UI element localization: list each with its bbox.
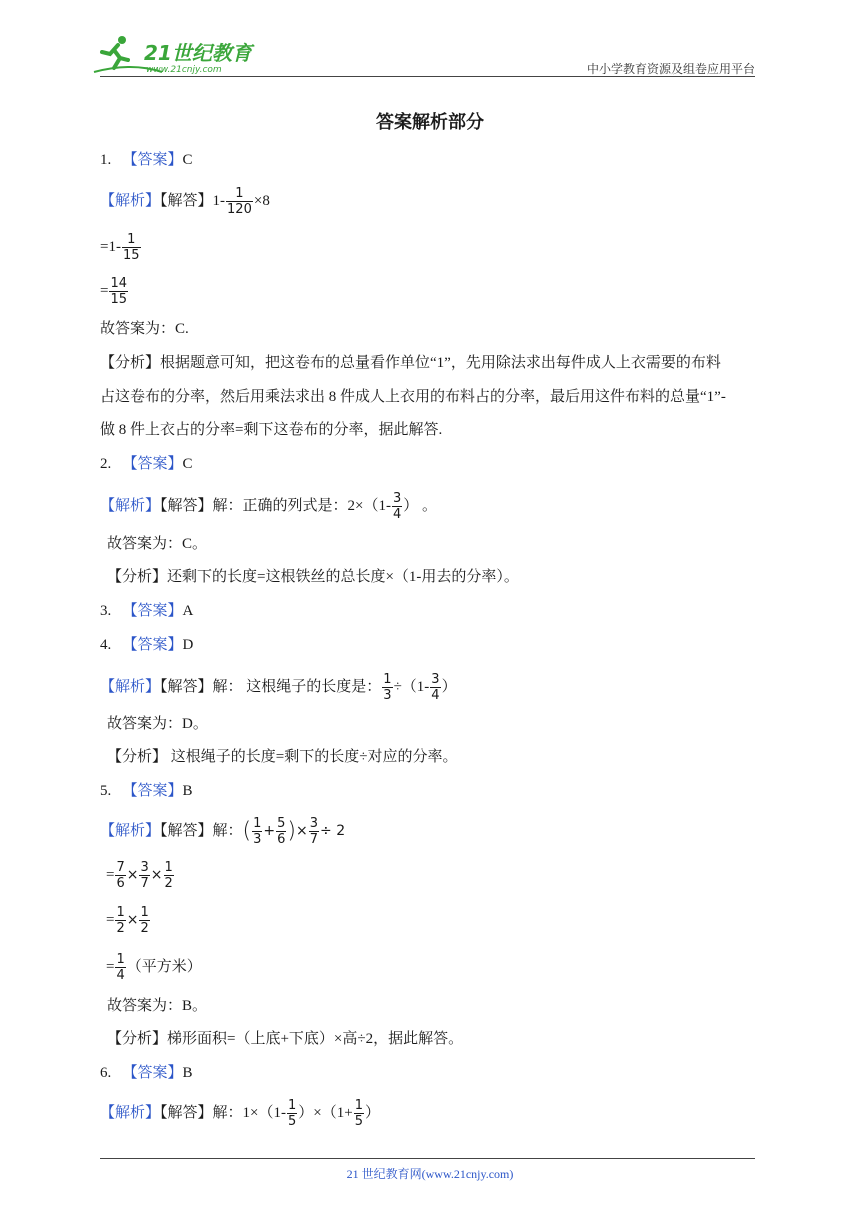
parenthesis: (	[242, 818, 252, 844]
denominator: 120	[227, 202, 252, 217]
math-text: ）	[364, 1104, 380, 1121]
math-text: ） 。	[403, 497, 438, 514]
fraction	[287, 1098, 297, 1129]
numerator: 1	[164, 860, 173, 875]
q1-analysis-3: 做 8 件上衣占的分率=剩下这卷布的分率，据此解答.	[100, 422, 443, 438]
numerator: 1	[354, 1098, 363, 1113]
q1-answer-line	[100, 149, 193, 171]
q3-answer-line	[100, 600, 193, 622]
numerator: 7	[116, 860, 125, 875]
q1-number: 1.	[100, 152, 112, 168]
q2-analysis: 【分析】还剩下的长度=这根铁丝的总长度×（1-用去的分率）。	[107, 569, 519, 585]
q5-conclusion: 故答案为：B。	[107, 998, 208, 1014]
denominator: 7	[140, 876, 149, 891]
numerator: 1	[235, 186, 244, 201]
denominator: 4	[392, 507, 402, 522]
denominator: 6	[277, 832, 286, 847]
math-text: 【解答】解：1×（1-	[160, 1104, 286, 1121]
fraction	[309, 816, 319, 847]
fraction	[392, 491, 402, 522]
site-logo	[92, 32, 262, 81]
q1-solution-line	[100, 186, 270, 217]
numerator: 1	[287, 1098, 297, 1113]
jiexi-tag: 【解析】	[100, 497, 161, 514]
q5-answer-line	[100, 780, 193, 802]
q1-answer: C	[182, 152, 193, 168]
math-text: ）	[441, 678, 457, 695]
denominator: 2	[140, 921, 149, 936]
answer-tag: 【答案】	[122, 783, 183, 799]
page-title: 答案解析部分	[376, 112, 484, 133]
math-text: 6.	[100, 1065, 112, 1081]
numerator: 1	[127, 232, 136, 247]
answer-tag: 【答案】	[122, 1065, 183, 1081]
fraction	[109, 276, 128, 307]
site-name: 中小学教育资源及组卷应用平台	[586, 62, 755, 76]
denominator: 7	[309, 832, 319, 847]
answer-tag: 【答案】	[122, 456, 183, 472]
numerator: 14	[110, 276, 128, 291]
header-divider	[100, 76, 755, 77]
math-text: （平方米）	[126, 958, 202, 975]
math-text: 2.	[100, 456, 112, 472]
denominator: 2	[116, 921, 125, 936]
math-text: ）×（1+	[298, 1104, 353, 1121]
q4-solution-line	[100, 672, 457, 703]
denominator: 15	[110, 292, 128, 307]
math-text: ÷ 2	[320, 822, 346, 839]
footer-text: 21 世纪教育网(www.21cnjy.com)	[346, 1167, 514, 1181]
q1-analysis-2: 占这卷布的分率，然后用乘法求出 8 件成人上衣用的布料占的分率，最后用这件布料的总量“1”-	[100, 389, 726, 405]
math-text: 5.	[100, 783, 112, 799]
numerator: 3	[309, 816, 319, 831]
fraction	[115, 905, 125, 936]
jiexi-tag: 【解析】	[100, 192, 161, 209]
denominator: 5	[354, 1114, 363, 1129]
answer-tag: 【答案】	[122, 603, 183, 619]
math-text: ×	[126, 911, 139, 928]
q1-step3	[100, 276, 129, 307]
q5-step2	[106, 860, 175, 891]
answer-tag: 【答案】	[122, 152, 183, 168]
numerator: 3	[392, 491, 402, 506]
jiexi-tag: 【解析】	[100, 822, 161, 839]
math-text: =	[106, 866, 115, 883]
fraction	[122, 232, 141, 263]
q3-answer: A	[182, 603, 194, 619]
denominator: 3	[383, 688, 392, 703]
denominator: 3	[253, 832, 262, 847]
denominator: 5	[287, 1114, 297, 1129]
expr-text: ×8	[253, 192, 270, 209]
numerator: 3	[431, 672, 440, 687]
expr-text: 1-	[212, 192, 226, 209]
denominator: 4	[431, 688, 440, 703]
answer-tag: 【答案】	[122, 637, 183, 653]
q4-answer-line	[100, 634, 193, 656]
q6-answer-line	[100, 1062, 193, 1084]
math-text: 3.	[100, 603, 112, 619]
q6-answer: B	[182, 1065, 193, 1081]
math-text: +	[263, 822, 276, 839]
jiexi-tag: 【解析】	[100, 1104, 161, 1121]
fraction	[139, 905, 149, 936]
q4-answer: D	[182, 637, 194, 653]
q4-analysis: 【分析】 这根绳子的长度=剩下的长度÷对应的分率。	[107, 749, 458, 765]
math-text: ×	[296, 822, 308, 839]
denominator: 4	[116, 968, 125, 983]
math-text: =	[106, 958, 115, 975]
footer-divider	[100, 1158, 755, 1159]
math-text: 【解答】解：	[160, 822, 243, 839]
denominator: 6	[116, 876, 125, 891]
fraction	[164, 860, 174, 891]
q2-answer-line	[100, 453, 193, 475]
q4-conclusion: 故答案为：D。	[107, 716, 208, 732]
fraction	[139, 860, 149, 891]
q1-conclusion: 故答案为：C.	[100, 321, 189, 337]
q5-step3	[106, 905, 151, 936]
fraction	[354, 1098, 364, 1129]
math-text: =	[106, 911, 115, 928]
math-text: 【解答】解：正确的列式是：2×（1-	[160, 497, 391, 514]
fraction	[430, 672, 440, 703]
numerator: 1	[253, 816, 262, 831]
parenthesis: )	[287, 818, 297, 844]
q2-solution-line	[100, 491, 437, 522]
svg-text:www.21cnjy.com: www.21cnjy.com	[146, 65, 222, 75]
numerator: 1	[383, 672, 392, 687]
math-text: 【解答】解： 这根绳子的长度是：	[160, 678, 382, 695]
q5-answer: B	[182, 783, 193, 799]
q5-analysis: 【分析】梯形面积=（上底+下底）×高÷2，据此解答。	[107, 1031, 464, 1047]
fraction	[382, 672, 392, 703]
numerator: 1	[116, 952, 125, 967]
q2-conclusion: 故答案为：C。	[107, 536, 208, 552]
q5-step4	[106, 952, 202, 983]
fraction	[115, 860, 125, 891]
q1-step2	[100, 232, 142, 263]
q5-solution-line	[100, 816, 345, 847]
jieda-tag: 【解答】	[160, 192, 213, 209]
svg-text:21世纪教育: 21世纪教育	[144, 41, 252, 65]
numerator: 1	[116, 905, 125, 920]
math-text: ×	[150, 866, 163, 883]
q2-answer: C	[182, 456, 193, 472]
fraction	[115, 952, 125, 983]
math-text: 4.	[100, 637, 112, 653]
denominator: 2	[164, 876, 173, 891]
denominator: 15	[122, 248, 140, 263]
q1-analysis-1: 【分析】根据题意可知，把这卷布的总量看作单位“1”，先用除法求出每件成人上衣需要的布料	[100, 355, 721, 371]
q6-solution-line	[100, 1098, 380, 1129]
math-text: ÷（1-	[393, 678, 430, 695]
fraction	[226, 186, 253, 217]
math-text: =1-	[100, 238, 121, 255]
numerator: 5	[277, 816, 286, 831]
math-text: ×	[126, 866, 139, 883]
numerator: 3	[140, 860, 149, 875]
math-text: =	[100, 282, 109, 299]
fraction	[252, 816, 262, 847]
fraction	[276, 816, 286, 847]
jiexi-tag: 【解析】	[100, 678, 161, 695]
numerator: 1	[140, 905, 149, 920]
